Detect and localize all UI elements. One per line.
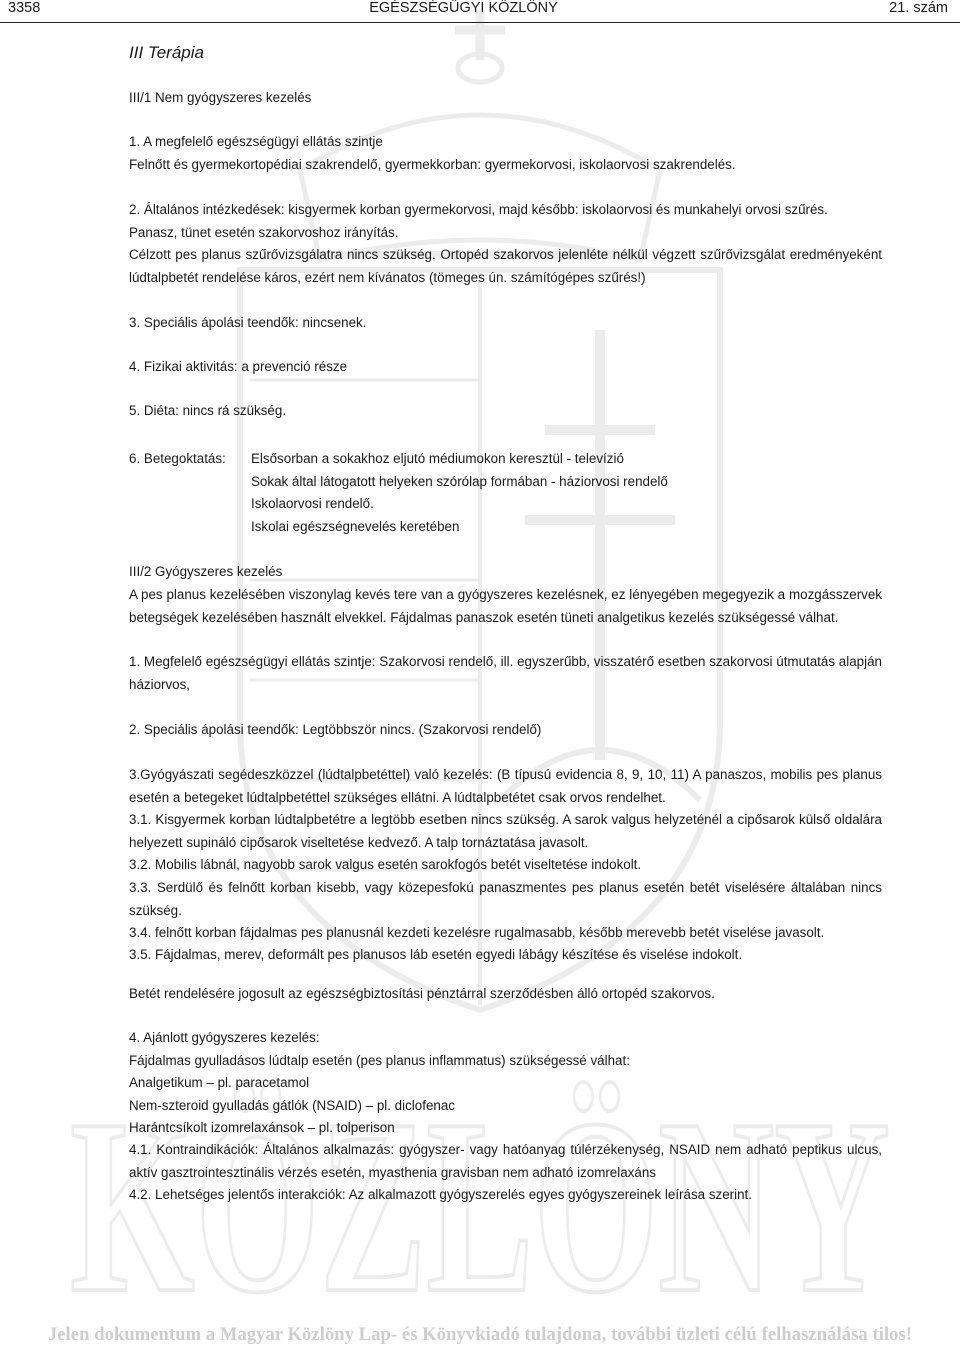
- screening-paragraph: Célzott pes planus szűrővizsgálatra nincs szükség. Ortopéd szakorvos jelenléte nélkül végzett szűrővizsgálat eredményeként lúdtalpbetét rendelése káros, ezért nem kívánatos (tömeges ún. számítógépes szűrés!): [129, 247, 882, 285]
- item-6-education-list: [251, 448, 668, 538]
- item-1-care-level: [129, 131, 882, 176]
- drug-item-4-line: Analgetikum – pl. paracetamol: [129, 1075, 310, 1090]
- item-1-text: Felnőtt és gyermekortopédiai szakrendelő, gyermekkorban: gyermekorvosi, iskolaorvosi szakrendelés.: [129, 156, 736, 172]
- copyright-notice: Jelen dokumentum a Magyar Közlöny Lap- és Könyvkiadó tulajdona, további üzleti célú felhasználása tilos!: [47, 1325, 913, 1345]
- drug-item-4-2-interactions: 4.2. Lehetséges jelentős interakciók: Az alkalmazott gyógyszerelés egyes gyógyszereinek leírása szerint.: [129, 1187, 752, 1202]
- page-header: [0, 0, 960, 23]
- drug-intro-paragraph: A pes planus kezelésében viszonylag kevés tere van a gyógyszeres kezelésnek, ez lényegében megegyezik a mozgásszervek betegségek kezelésében használt elvekkel. Fájdalmas panaszok esetén tüneti analgetikus kezelés szükségessé válhat.: [129, 587, 882, 625]
- section-title: III Terápia: [129, 43, 204, 62]
- item-2-title: 2. Általános intézkedések: kisgyermek korban gyermekorvosi, majd később: iskolaorvosi és munkahelyi orvosi szűrés.: [129, 202, 828, 217]
- drug-item-3-4: 3.4. felnőtt korban fájdalmas pes planusnál kezdeti kezelésre rugalmasabb, később merevebb betét viselése javasolt.: [129, 925, 825, 940]
- drug-item-4-line: Fájdalmas gyulladásos lúdtalp esetén (pes planus inflammatus) szükségessé válhat:: [129, 1052, 630, 1068]
- drug-item-4-line: Nem-szteroid gyulladás gátlók (NSAID) – pl. diclofenac: [129, 1097, 455, 1113]
- education-line: Iskolaorvosi rendelő.: [251, 496, 374, 511]
- item-4-physical-activity: 4. Fizikai aktivitás: a prevenció része: [129, 359, 348, 374]
- item-1-title: 1. A megfelelő egészségügyi ellátás szintje: [129, 134, 383, 149]
- item-2-general-measures: [129, 199, 882, 244]
- drug-item-3-1: 3.1. Kisgyermek korban lúdtalpbetétre a legtöbb esetben nincs szükség. A sarok valgus helyzeténél a cipősarok külső oldalára helyezett supináló cipősarok viseltetése kedvező. A talp tornáztatása javasolt.: [129, 812, 882, 850]
- education-line: Elsősorban a sokakhoz eljutó médiumokon keresztül - televízió: [251, 451, 624, 466]
- page-number: 3358: [8, 0, 41, 16]
- issue-number: 21. szám: [889, 0, 948, 16]
- item-5-diet: 5. Diéta: nincs rá szükség.: [129, 403, 287, 418]
- drug-item-3-5: 3.5. Fájdalmas, merev, deformált pes planusos láb esetén egyedi lábágy készítése és viselése indokolt.: [129, 947, 743, 962]
- drug-item-2-nursing: 2. Speciális ápolási teendők: Legtöbbször nincs. (Szakorvosi rendelő): [129, 722, 542, 737]
- education-line: Iskolai egészségnevelés keretében: [251, 518, 460, 534]
- drug-item-3-2: 3.2. Mobilis lábnál, nagyobb sarok valgus esetén sarokfogós betét viseltetése indokolt.: [129, 857, 642, 872]
- prescriber-note: Betét rendelésére jogosult az egészségbiztosítási pénztárral szerződésben álló ortopéd szakorvos.: [129, 986, 715, 1001]
- journal-title: EGÉSZSÉGÜGYI KÖZLÖNY: [369, 0, 558, 16]
- drug-item-4-recommended: [129, 1027, 882, 1140]
- item-2-text: Panasz, tünet esetén szakorvoshoz irányítás.: [129, 224, 399, 240]
- drug-item-4-title: 4. Ajánlott gyógyszeres kezelés:: [129, 1030, 320, 1045]
- subsection-title-drug: III/2 Gyógyszeres kezelés: [129, 564, 283, 579]
- drug-item-4-1-contraindications: 4.1. Kontraindikációk: Általános alkalmazás: gyógyszer- vagy hatóanyag túlérzékenység, NSAID nem adható peptikus ulcus, aktív gasztrointesztinális vérzés esetén, myasthenia gravisban nem adható izomrelaxáns: [129, 1142, 882, 1180]
- drug-item-1-care-level: 1. Megfelelő egészségügyi ellátás szintje: Szakorvosi rendelő, ill. egyszerűbb, visszatérő esetben szakorvosi útmutatás alapján háziorvos,: [129, 654, 882, 692]
- item-6-label: 6. Betegoktatás:: [129, 451, 226, 466]
- watermark-text: KÖZLÖNY: [70, 1068, 890, 1345]
- subsection-title-non-drug: III/1 Nem gyógyszeres kezelés: [129, 90, 312, 105]
- drug-item-4-line: Harántcsíkolt izomrelaxánsok – pl. tolperison: [129, 1120, 395, 1135]
- education-line: Sokak által látogatott helyeken szórólap formában - háziorvosi rendelő: [251, 473, 668, 489]
- drug-item-3-orthotics: 3.Gyógyászati segédeszközzel (lúdtalpbetéttel) való kezelés: (B típusú evidencia 8, 9, 10, 11) A panaszos, mobilis pes planus esetén a betegeket lúdtalpbetéttel szükséges ellátni. A lúdtalpbetétet csak orvos rendelhet.: [129, 767, 882, 805]
- drug-item-3-3: 3.3. Serdülő és felnőtt korban kisebb, vagy közepesfokú panaszmentes pes planus esetén betét viselésére általában nincs szükség.: [129, 880, 882, 918]
- item-3-nursing: 3. Speciális ápolási teendők: nincsenek.: [129, 315, 367, 330]
